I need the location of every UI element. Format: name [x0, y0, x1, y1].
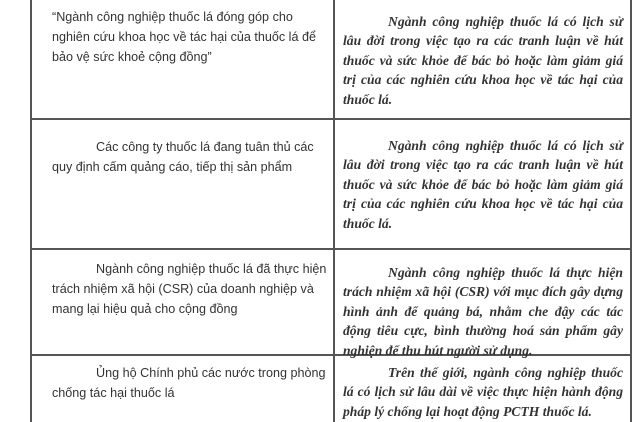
left-border [30, 0, 32, 422]
row-divider [30, 118, 632, 120]
table-row-3-response: Ngành công nghiệp thuốc lá thực hiện trách nhiệm xã hội (CSR) với mục đích gây dựng hình ảnh để quảng bá, nhằm che đậy các tác động tiêu cực, bình thường hoá sản phẩm gây nghiện để thu hút người sử dụng. [343, 265, 623, 358]
table-row-3-claim: Ngành công nghiệp thuốc lá đã thực hiện trách nhiệm xã hội (CSR) của doanh nghiệp và mang lại hiệu quả cho cộng đồng [52, 262, 327, 316]
row-divider [30, 248, 632, 250]
table-row-1-claim: “Ngành công nghiệp thuốc lá đóng góp cho nghiên cứu khoa học về tác hại của thuốc lá để bảo vệ sức khoẻ cộng đồng” [52, 10, 316, 64]
table-row-2-claim: Các công ty thuốc lá đang tuân thủ các quy định cấm quảng cáo, tiếp thị sản phẩm [52, 140, 314, 174]
table-row-2-response: Ngành công nghiệp thuốc lá có lịch sử lâu đời trong việc tạo ra các tranh luận về hút thuốc và sức khỏe để bác bỏ hoặc làm giảm giá trị của các nghiên cứu khoa học về tác hại của thuốc lá. [343, 138, 623, 231]
table-row-4-claim: Ủng hộ Chính phủ các nước trong phòng chống tác hại thuốc lá [52, 366, 326, 400]
column-divider [333, 0, 335, 422]
table-row-1-response: Ngành công nghiệp thuốc lá có lịch sử lâu đời trong việc tạo ra các tranh luận về hút thuốc và sức khỏe để bác bỏ hoặc làm giảm giá trị của các nghiên cứu khoa học về tác hại của thuốc lá. [343, 14, 623, 107]
table-row-4-response: Trên thế giới, ngành công nghiệp thuốc lá có lịch sử lâu dài về việc thực hiện hành động pháp lý chống lại hoạt động PCTH thuốc lá. [343, 365, 623, 419]
right-border [630, 0, 632, 422]
